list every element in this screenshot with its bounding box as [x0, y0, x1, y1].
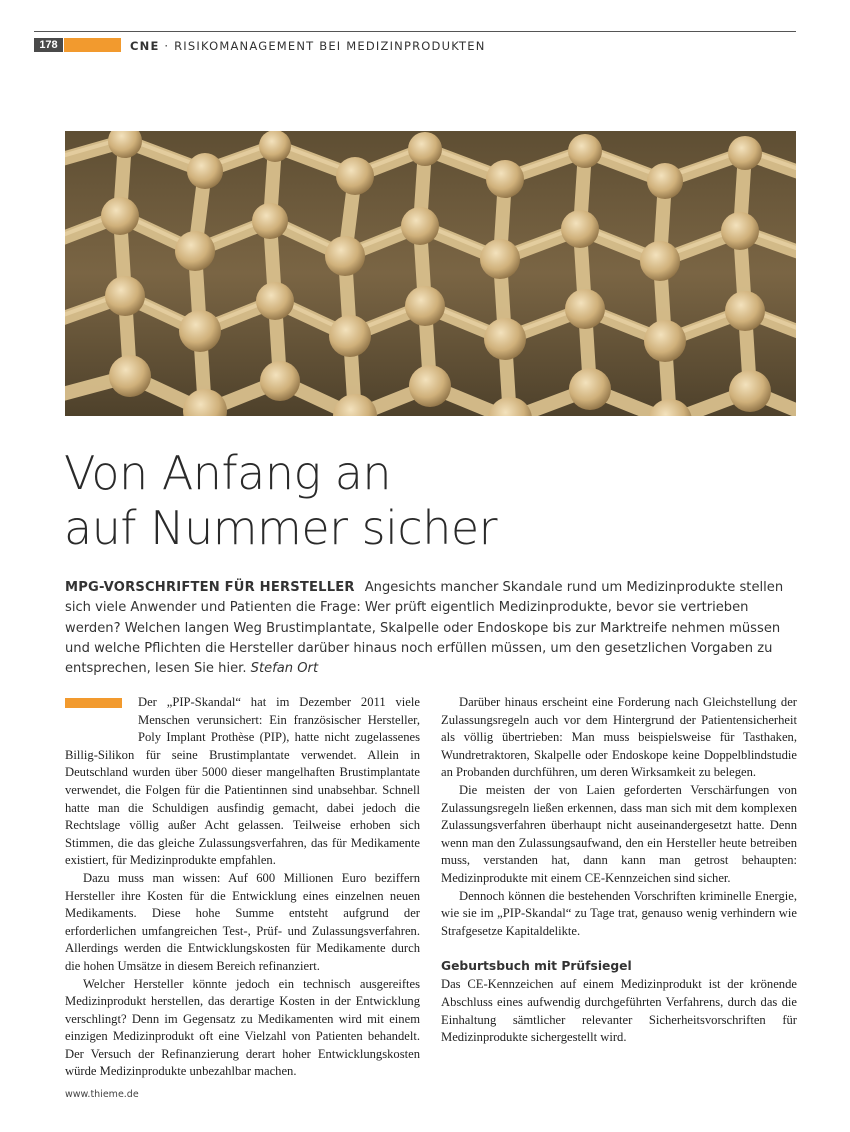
author-name: Stefan Ort [250, 661, 319, 677]
header-accent-bar [64, 38, 121, 52]
footer-url: www.thieme.de [65, 1089, 139, 1100]
lead-text: Angesichts mancher Skandale rund um Medizinprodukte stellen sich viele Anwender und Patienten die Frage: Wer prüft eigentlich Medizinprodukte, bevor sie vertrieben werden? Welchen langen Weg Brustimplantate, Skalpelle oder Endoskope bis zur Marktreife nehmen müssen und welche Pflichten die Hersteller darüber hinaus noch erfüllen müssen, um den gesetzlichen Vorgaben zu entsprechen, lesen Sie hier. [65, 580, 784, 677]
page-number: 178 [34, 38, 63, 52]
lead-kicker: MPG-VORSCHRIFTEN FÜR HERSTELLER [65, 580, 355, 595]
body-paragraph: Der „PIP-Skandal“ hat im Dezember 2011 viele Menschen verunsichert: Ein französischer Hersteller, Poly Implant Prothèse (PIP), hatte nicht zugelassenes Billig-Silikon für seine Brustimplantate verwendet. Allein in Deutschland wurden über 5000 dieser mangelhaften Brustimplantate verwendet, die Folgen für die Patientinnen sind unabsehbar. Schnell hatte man die Schuldigen ausfindig gemacht, dabei jedoch die Rechtslage völlig außer Acht gelassen. Teilweise erhoben sich Stimmen, die das gleiche Zulassungsverfahren, das für Medikamente existiert, für Medizinprodukte empfahlen. [65, 695, 420, 868]
body-paragraph: Welcher Hersteller könnte jedoch ein technisch ausgereiftes Medizinprodukt herstellen, das derartige Kosten in der Entwicklung verschlingt? Denn im Gegensatz zu Medikamenten wird mit einem einzigen Medizinprodukt oft eine Vielzahl von Patienten behandelt. Der Versuch der Refinanzierung derart hoher Entwicklungskosten würde Medizinprodukte unbezahlbar machen. [65, 976, 420, 1079]
headline-line-2: auf Nummer sicher [64, 501, 498, 555]
body-paragraph: Dennoch können die bestehenden Vorschriften kriminelle Energie, wie sie im „PIP-Skandal“ zu Tage trat, genauso wenig verhindern wie Strafgesetze Kapitaldelikte. [441, 888, 797, 938]
body-paragraph: Dazu muss man wissen: Auf 600 Millionen Euro beziffern Hersteller ihre Kosten für die Entwicklung eines einzelnen neuen Medikaments. Diese hohe Summe entsteht aufgrund der erforderlichen umfangreichen Test-, Prüf- und Zulassungsverfahren. Allerdings werden die Entwicklungskosten für Medikamente durch die hohen Umsätze in diesem Bereich refinanziert. [65, 870, 420, 973]
body-paragraph: Die meisten der von Laien geforderten Verschärfungen von Zulassungsregeln ließen erkennen, dass man sich mit dem komplexen Zulassungsverfahren überhaupt nicht auseinandergesetzt hatte. Denn wenn man den Zulassungsaufwand, den ein Hersteller heute betreiben muss, verstanden hat, dann kann man getrost behaupten: Medizinprodukte mit einem CE-Kennzeichen sind sicher. [441, 782, 797, 885]
article-lead [65, 578, 797, 679]
section-topic: RISIKOMANAGEMENT BEI MEDIZINPRODUKTEN [174, 39, 486, 53]
article-headline [64, 446, 497, 556]
headline-line-1: Von Anfang an [64, 446, 392, 500]
header-rule [34, 31, 796, 32]
intro-accent-bar [65, 698, 122, 708]
body-paragraph: Das CE-Kennzeichen auf einem Medizinprodukt ist der krönende Abschluss eines aufwendig durchgeführten Verfahrens, durch das die Einhaltung sämtlicher relevanter Sicherheitsvorschriften für Medizinprodukte sichergestellt wird. [441, 977, 797, 1045]
section-label: CNE [130, 39, 160, 53]
rope-net-photo [65, 131, 796, 416]
body-column-left [65, 694, 420, 1081]
header-separator: · [164, 39, 170, 53]
running-header [130, 38, 486, 54]
section-subheading: Geburtsbuch mit Prüfsiegel [441, 959, 632, 974]
body-paragraph: Darüber hinaus erscheint eine Forderung nach Gleichstellung der Zulassungsregeln auch vor dem Hintergrund der Patientensicherheit als völlig übertrieben: Man muss beispielsweise für Tasthaken, Wundretraktoren, Skalpelle oder Endoskope keine Doppelblindstudie an Probanden durchführen, um deren Wirksamkeit zu belegen. [441, 695, 797, 780]
body-column-right [441, 694, 797, 1047]
